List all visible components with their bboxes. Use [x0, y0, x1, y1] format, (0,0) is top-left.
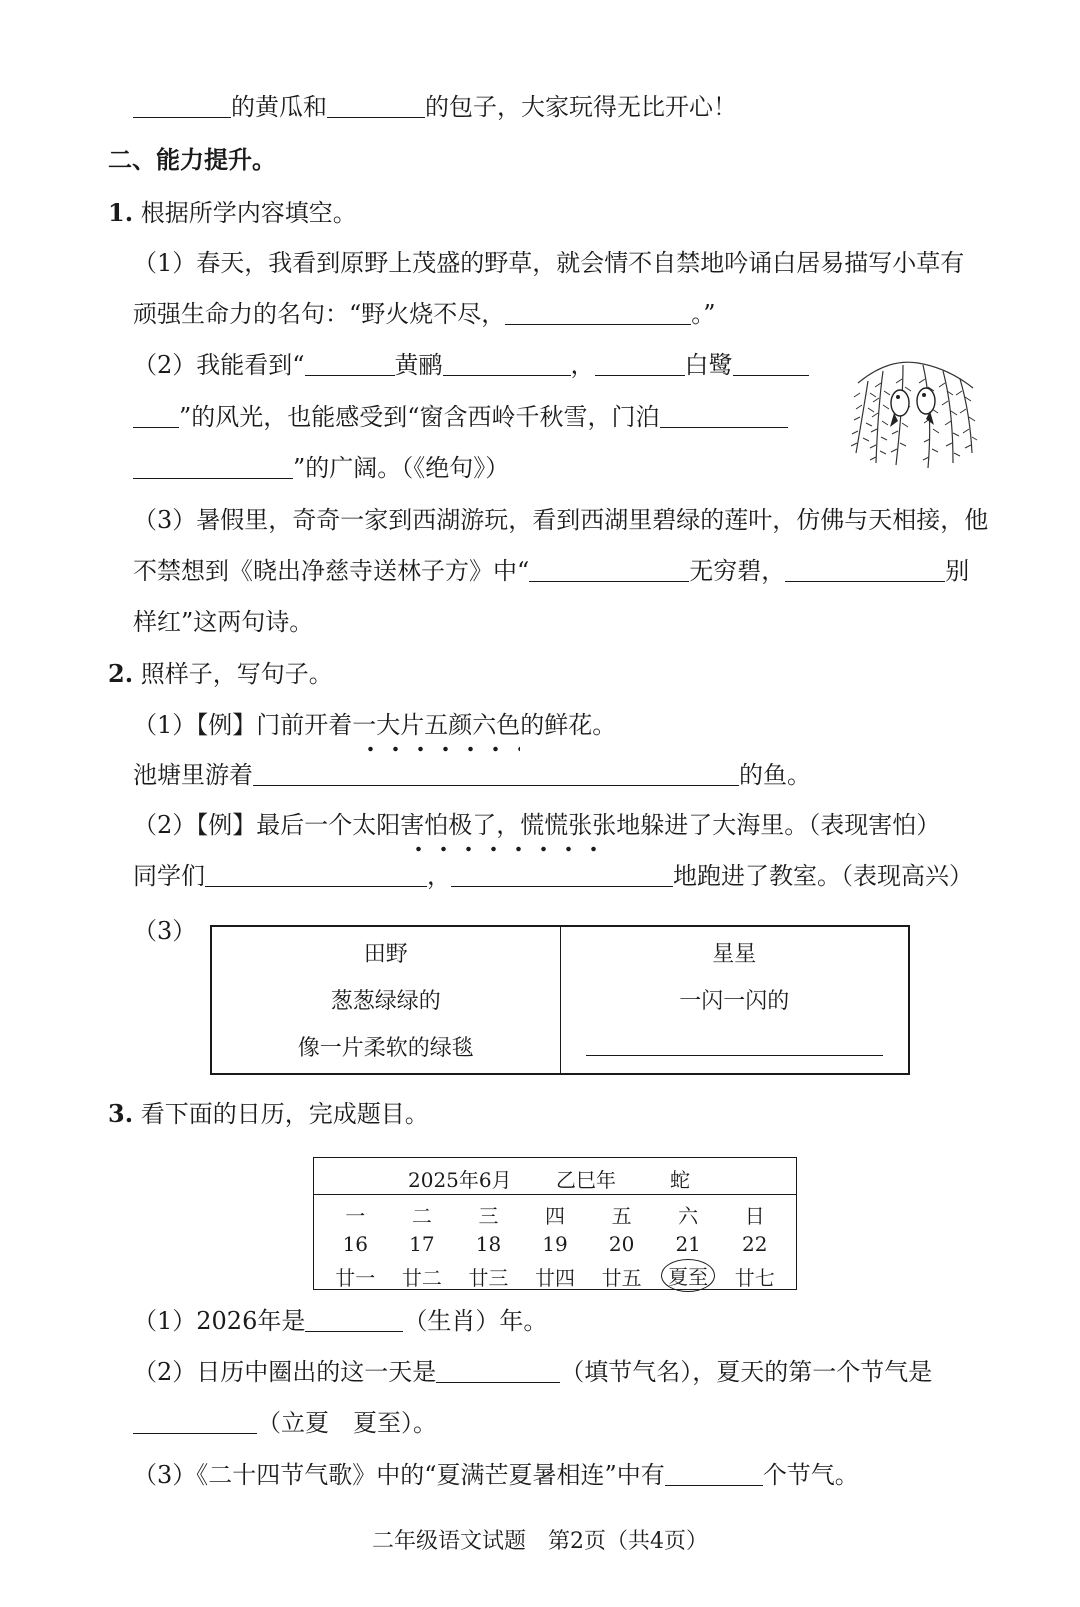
answer-blank[interactable] — [305, 1305, 403, 1332]
table-text: 葱葱绿绿的 — [330, 989, 441, 1014]
calendar-header — [314, 1164, 796, 1192]
question-1-heading: 1. 根据所学内容填空。 — [108, 198, 357, 227]
answer-blank[interactable] — [505, 298, 691, 325]
answer-blank[interactable] — [665, 1459, 763, 1486]
q1-part3-line1: （3）暑假里，奇奇一家到西湖游玩，看到西湖里碧绿的莲叶，仿佛与天相接，他 — [133, 506, 989, 534]
q2-example2: （2）【例】最后一个太阳害怕极了，慌慌张张 地躲进了大海里。（表现害怕） — [133, 808, 940, 842]
comparison-table — [210, 925, 910, 1075]
emphasis-dotted-text: 害怕极了，慌慌张张 — [400, 808, 616, 842]
question-2-heading: 2. 照样子，写句子。 — [108, 659, 333, 688]
willow-birds-illustration — [848, 353, 978, 471]
question-3-heading: 3. 看下面的日历，完成题目。 — [108, 1099, 429, 1128]
table-cell-left — [212, 927, 560, 1073]
q3-sub2-line2: （立夏 夏至）。 — [133, 1406, 437, 1440]
answer-blank[interactable] — [586, 1055, 884, 1056]
q1-part1-line1: （1）春天，我看到原野上茂盛的野草，就会情不自禁地吟诵白居易描写小草有 — [133, 249, 965, 277]
answer-blank[interactable] — [205, 860, 427, 887]
answer-blank[interactable] — [133, 401, 179, 428]
calendar-ganzhi: 乙巳年 — [556, 1168, 616, 1192]
top-line: 的黄瓜和 的包子，大家玩得无比开心！ — [133, 90, 737, 124]
answer-blank[interactable] — [133, 91, 231, 118]
table-text: 星星 — [712, 942, 757, 967]
q1-part3-line2: 不禁想到《晓出净慈寺送林子方》中“ 无穷碧， 别 — [133, 557, 970, 585]
calendar-dates: 16 17 18 19 20 21 22 — [342, 1232, 768, 1256]
answer-blank[interactable] — [436, 1356, 560, 1383]
answer-blank[interactable] — [133, 1407, 257, 1434]
emphasis-dotted-text: 一大片五颜六色 — [352, 708, 520, 742]
table-text: 一闪一闪的 — [679, 989, 790, 1014]
emphasis-dots — [400, 846, 616, 852]
answer-blank[interactable] — [327, 91, 425, 118]
q1-part2-line3: ”的广阔。（《绝句》） — [133, 451, 509, 485]
table-text: 像一片柔软的绿毯 — [297, 1036, 474, 1061]
calendar-weekdays: 一 二 三 四 五 六 日 — [345, 1204, 765, 1228]
answer-blank[interactable] — [595, 349, 685, 376]
calendar-month: 2025年6月 — [408, 1168, 512, 1192]
q3-sub2-line1: （2）日历中圈出的这一天是 （填节气名），夏天的第一个节气是 — [133, 1358, 933, 1386]
q1-part3-line3: 样红”这两句诗。 — [133, 608, 314, 636]
calendar — [313, 1157, 797, 1290]
section-title: 二、能力提升。 — [108, 145, 276, 174]
answer-blank[interactable] — [785, 555, 945, 582]
q3-sub1: （1）2026年是 （生肖）年。 — [133, 1307, 548, 1335]
answer-blank[interactable] — [133, 452, 293, 479]
answer-blank[interactable] — [660, 401, 788, 428]
table-text: 田野 — [363, 942, 408, 967]
circled-solar-term: 夏至 — [661, 1259, 715, 1292]
calendar-zodiac: 蛇 — [670, 1168, 690, 1192]
emphasis-dots — [352, 746, 520, 752]
q2-answer2: 同学们 ， 地跑进了教室。（表现高兴） — [133, 862, 973, 890]
answer-blank[interactable] — [305, 349, 395, 376]
page-footer: 二年级语文试题 第2页（共4页） — [372, 1529, 708, 1554]
calendar-lunar: 廿一 廿二 廿三 廿四 廿五 夏至 廿七 — [314, 1262, 796, 1292]
q1-part2-line2: ”的风光，也能感受到“窗含西岭千秋雪，门泊 — [133, 400, 788, 434]
answer-blank[interactable] — [443, 349, 571, 376]
q1-part2-line1: （2）我能看到“ 黄鹂 ， 白鹭 — [133, 348, 809, 382]
answer-blank[interactable] — [529, 555, 689, 582]
q2-example1: （1）【例】门前开着一大片五颜六色 的鲜花。 — [133, 708, 616, 742]
q2-part3-label: （3） — [133, 917, 197, 945]
divider — [314, 1194, 796, 1195]
table-cell-right — [560, 927, 909, 1073]
answer-blank[interactable] — [733, 349, 809, 376]
q1-part1-line2: 顽强生命力的名句：“野火烧不尽， 。” — [133, 300, 716, 328]
answer-blank[interactable] — [451, 860, 673, 887]
answer-blank[interactable] — [253, 759, 739, 786]
q2-answer1: 池塘里游着 的鱼。 — [133, 761, 811, 789]
q3-sub3: （3）《二十四节气歌》中的“夏满芒夏暑相连”中有 个节气。 — [133, 1461, 859, 1489]
